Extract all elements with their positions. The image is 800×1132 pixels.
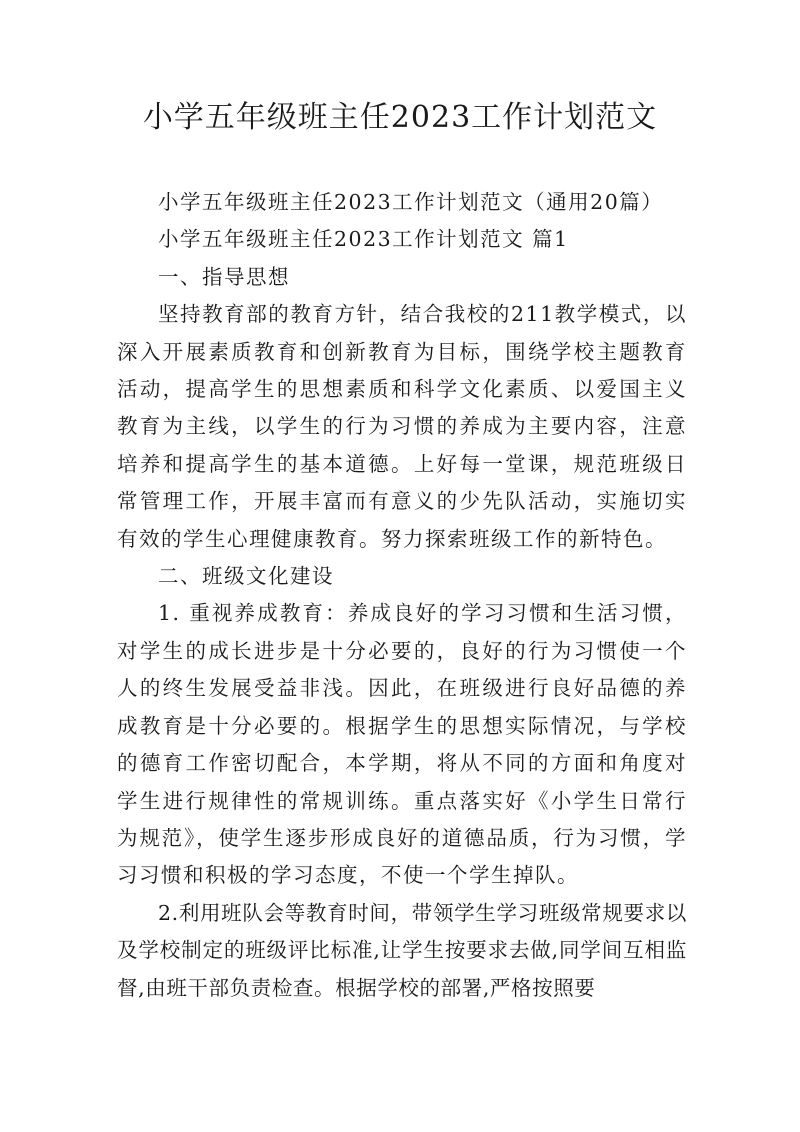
paragraph-item-1: 1. 重视养成教育：养成良好的学习习惯和生活习惯，对学生的成长进步是十分必要的，良好的行为习惯使一个人的终生发展受益非浅。因此，在班级进行良好品德的养成教育是十分必要的。根据学生的思想实际情况，与学校的德育工作密切配合，本学期，将从不同的方面和角度对学生进行规律性的常规训练。重点落实好《小学生日常行为规范》，使学生逐步形成良好的道德品质，行为习惯，学习习惯和积极的学习态度，不使一个学生掉队。 <box>117 601 687 888</box>
paragraph-item-2: 2.利用班队会等教育时间，带领学生学习班级常规要求以及学校制定的班级评比标准,让学生按要求去做,同学间互相监督,由班干部负责检查。根据学校的部署,严格按照要 <box>117 900 687 1000</box>
section-heading-guiding-thought: 一、指导思想 <box>158 264 290 289</box>
part-heading: 小学五年级班主任2023工作计划范文 篇1 <box>158 227 569 252</box>
document-subtitle: 小学五年级班主任2023工作计划范文（通用20篇） <box>158 190 664 214</box>
document-title: 小学五年级班主任2023工作计划范文 <box>142 100 658 135</box>
document-body <box>117 184 687 1007</box>
section-heading-class-culture: 二、班级文化建设 <box>158 564 334 589</box>
paragraph-guiding-thought: 坚持教育部的教育方针，结合我校的211教学模式，以深入开展素质教育和创新教育为目标，围绕学校主题教育活动，提高学生的思想素质和科学文化素质、以爱国主义教育为主线，以学生的行为习惯的养成为主要内容，注意培养和提高学生的基本道德。上好每一堂课，规范班级日常管理工作，开展丰富而有意义的少先队活动，实施切实有效的学生心理健康教育。努力探索班级工作的新特色。 <box>117 302 687 551</box>
